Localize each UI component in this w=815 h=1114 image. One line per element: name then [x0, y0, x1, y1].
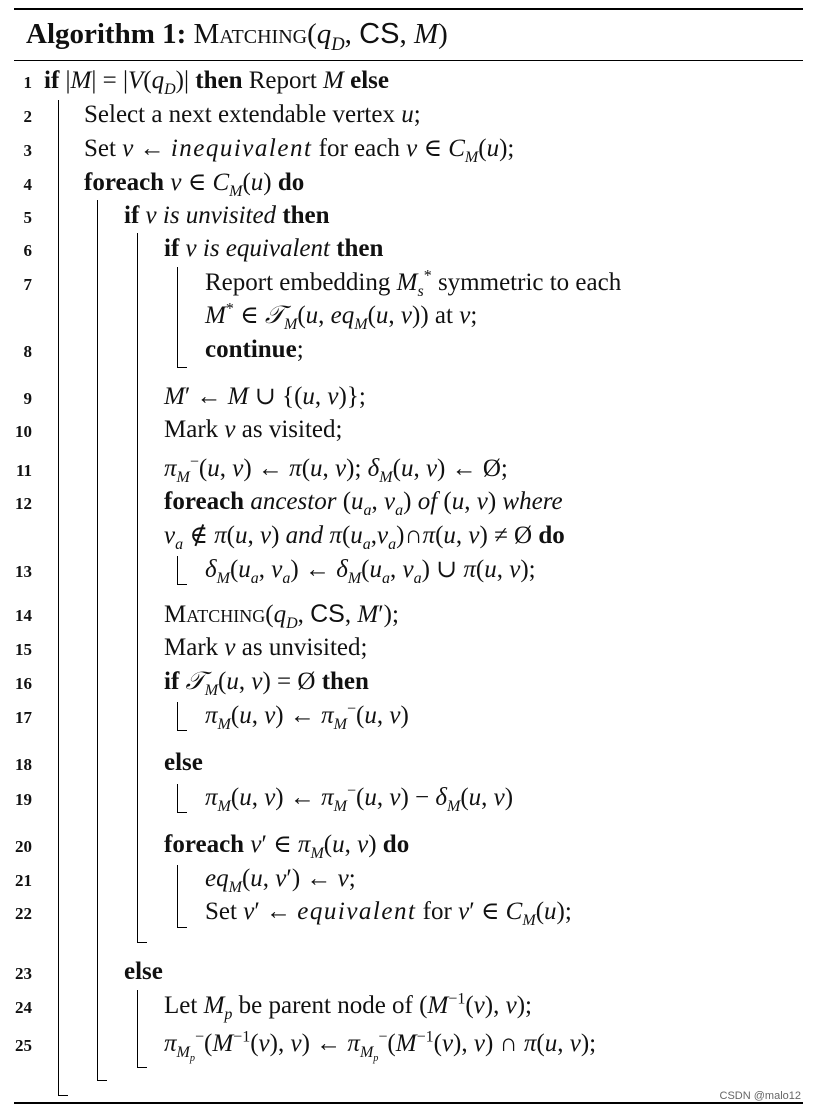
line-20: foreach v′ ∈ $\pi_M(u$, v) do	[164, 831, 410, 862]
block-bar-else-inner	[177, 784, 178, 812]
line-7a: Report embedding $M_s^*$ symmetric to each	[205, 267, 622, 300]
line-25: $\pi_{M_p}^-(M^{-1}(v)$, v) ← $\pi_{M_p}^-(M^{-1}(v)$, v) ∩ π(u, v);	[164, 1028, 597, 1065]
line-12a: foreach ancestor ($u_a$, $v_a$) of (u, v) where	[164, 488, 563, 519]
line-18: else	[164, 749, 203, 776]
line-24: Let $M_p$ be parent node of ($M^{-1}(v)$, v);	[164, 990, 532, 1023]
line-number-7: 7	[23, 275, 32, 294]
block-bar-foreach	[97, 200, 98, 1080]
algorithm-label: Algorithm 1:	[26, 18, 187, 50]
block-tick-foreach-ancestor	[177, 584, 187, 585]
line-number-17: 17	[15, 708, 32, 727]
line-11: $\pi_M^-(u$, v) ← π(u, v); $\delta_M(u$, v) ← Ø;	[164, 453, 508, 486]
line-number-5: 5	[23, 208, 32, 227]
line-number-3: 3	[23, 141, 32, 160]
line-4: foreach v ∈ $C_M(u)$ do	[84, 169, 305, 200]
block-tick-else	[58, 1095, 68, 1096]
line-number-24: 24	[15, 998, 32, 1017]
line-number-23: 23	[15, 964, 32, 983]
line-number-10: 10	[15, 422, 32, 441]
line-number-2: 2	[23, 107, 32, 126]
block-tick-foreach	[97, 1080, 107, 1081]
line-number-15: 15	[15, 640, 32, 659]
bottom-rule	[14, 1102, 803, 1104]
line-number-20: 20	[15, 837, 32, 856]
line-10: Mark v as visited;	[164, 416, 343, 443]
line-number-25: 25	[15, 1036, 32, 1055]
line-13: $\delta_M(u_a$, $v_a$) ← $\delta_M(u_a$, $v_a$) ∪ π(u, v);	[205, 556, 536, 587]
line-17: $\pi_M(u$, v) ← $\pi_M^-(u$, v)	[205, 700, 409, 733]
algorithm-title	[26, 14, 448, 54]
line-7b: M* ∈ 𝒯$_M$(u, $eq_M(u$, v)) at v;	[205, 300, 478, 333]
block-tick-foreach-v	[177, 927, 187, 928]
line-6: if v is equivalent then	[164, 235, 384, 262]
line-1: if $|M| = |V(q_D)|$ then Report M else	[44, 67, 389, 98]
block-bar-foreach-v	[177, 865, 178, 927]
block-bar-else-outer	[137, 990, 138, 1067]
line-number-13: 13	[15, 562, 32, 581]
line-number-9: 9	[23, 389, 32, 408]
line-number-21: 21	[15, 871, 32, 890]
block-bar-if-T	[177, 702, 178, 730]
line-number-18: 18	[15, 755, 32, 774]
block-bar-if-unvisited	[137, 233, 138, 942]
block-tick-if-unvisited	[137, 942, 147, 943]
block-tick-else-outer	[137, 1067, 147, 1068]
line-number-4: 4	[23, 175, 32, 194]
block-tick-if-T	[177, 730, 187, 731]
line-number-8: 8	[23, 342, 32, 361]
block-tick-if-equivalent	[177, 367, 187, 368]
line-3: Set v ← inequivalent for each v ∈ $C_M(u)$;	[84, 135, 515, 166]
line-number-6: 6	[23, 241, 32, 260]
algorithm-name: Matching	[193, 18, 308, 50]
block-bar-foreach-ancestor	[177, 556, 178, 584]
line-21: $eq_M(u$, v′) ← v;	[205, 865, 356, 896]
algorithm-params: ($q_D$, CS, M)	[307, 18, 448, 55]
line-number-12: 12	[15, 494, 32, 513]
block-bar-else	[58, 100, 59, 1095]
line-number-22: 22	[15, 904, 32, 923]
line-2: Select a next extendable vertex u;	[84, 101, 421, 128]
block-tick-else-inner	[177, 812, 187, 813]
line-5: if v is unvisited then	[124, 202, 330, 229]
line-14: $Matching(q_D$, CS, M′);	[164, 600, 399, 632]
top-rule	[14, 8, 803, 10]
watermark: CSDN @malo12	[719, 1090, 801, 1102]
line-15: Mark v as unvisited;	[164, 634, 368, 661]
line-number-11: 11	[15, 461, 32, 480]
line-12b: $v_a$ ∉ π(u, v) and $\pi(u_a,v_a)\cap\pi(u$, v) ≠ Ø do	[164, 522, 565, 553]
line-8: continue;	[205, 336, 304, 363]
line-number-14: 14	[15, 606, 32, 625]
header-rule	[14, 60, 803, 61]
line-23: else	[124, 958, 163, 985]
line-19: $\pi_M(u$, v) ← $\pi_M^-(u$, $v) - \delta_M(u$, v)	[205, 782, 514, 815]
block-bar-if-equivalent	[177, 267, 178, 367]
line-number-16: 16	[15, 674, 32, 693]
line-9: M′ ← M ∪ {(u, v)};	[164, 383, 366, 410]
line-16: if 𝒯$_M$(u, v) = Ø then	[164, 668, 369, 699]
line-number-1: 1	[23, 73, 32, 92]
line-22: Set v′ ← equivalent for v′ ∈ $C_M(u)$;	[205, 898, 572, 929]
line-number-19: 19	[15, 790, 32, 809]
